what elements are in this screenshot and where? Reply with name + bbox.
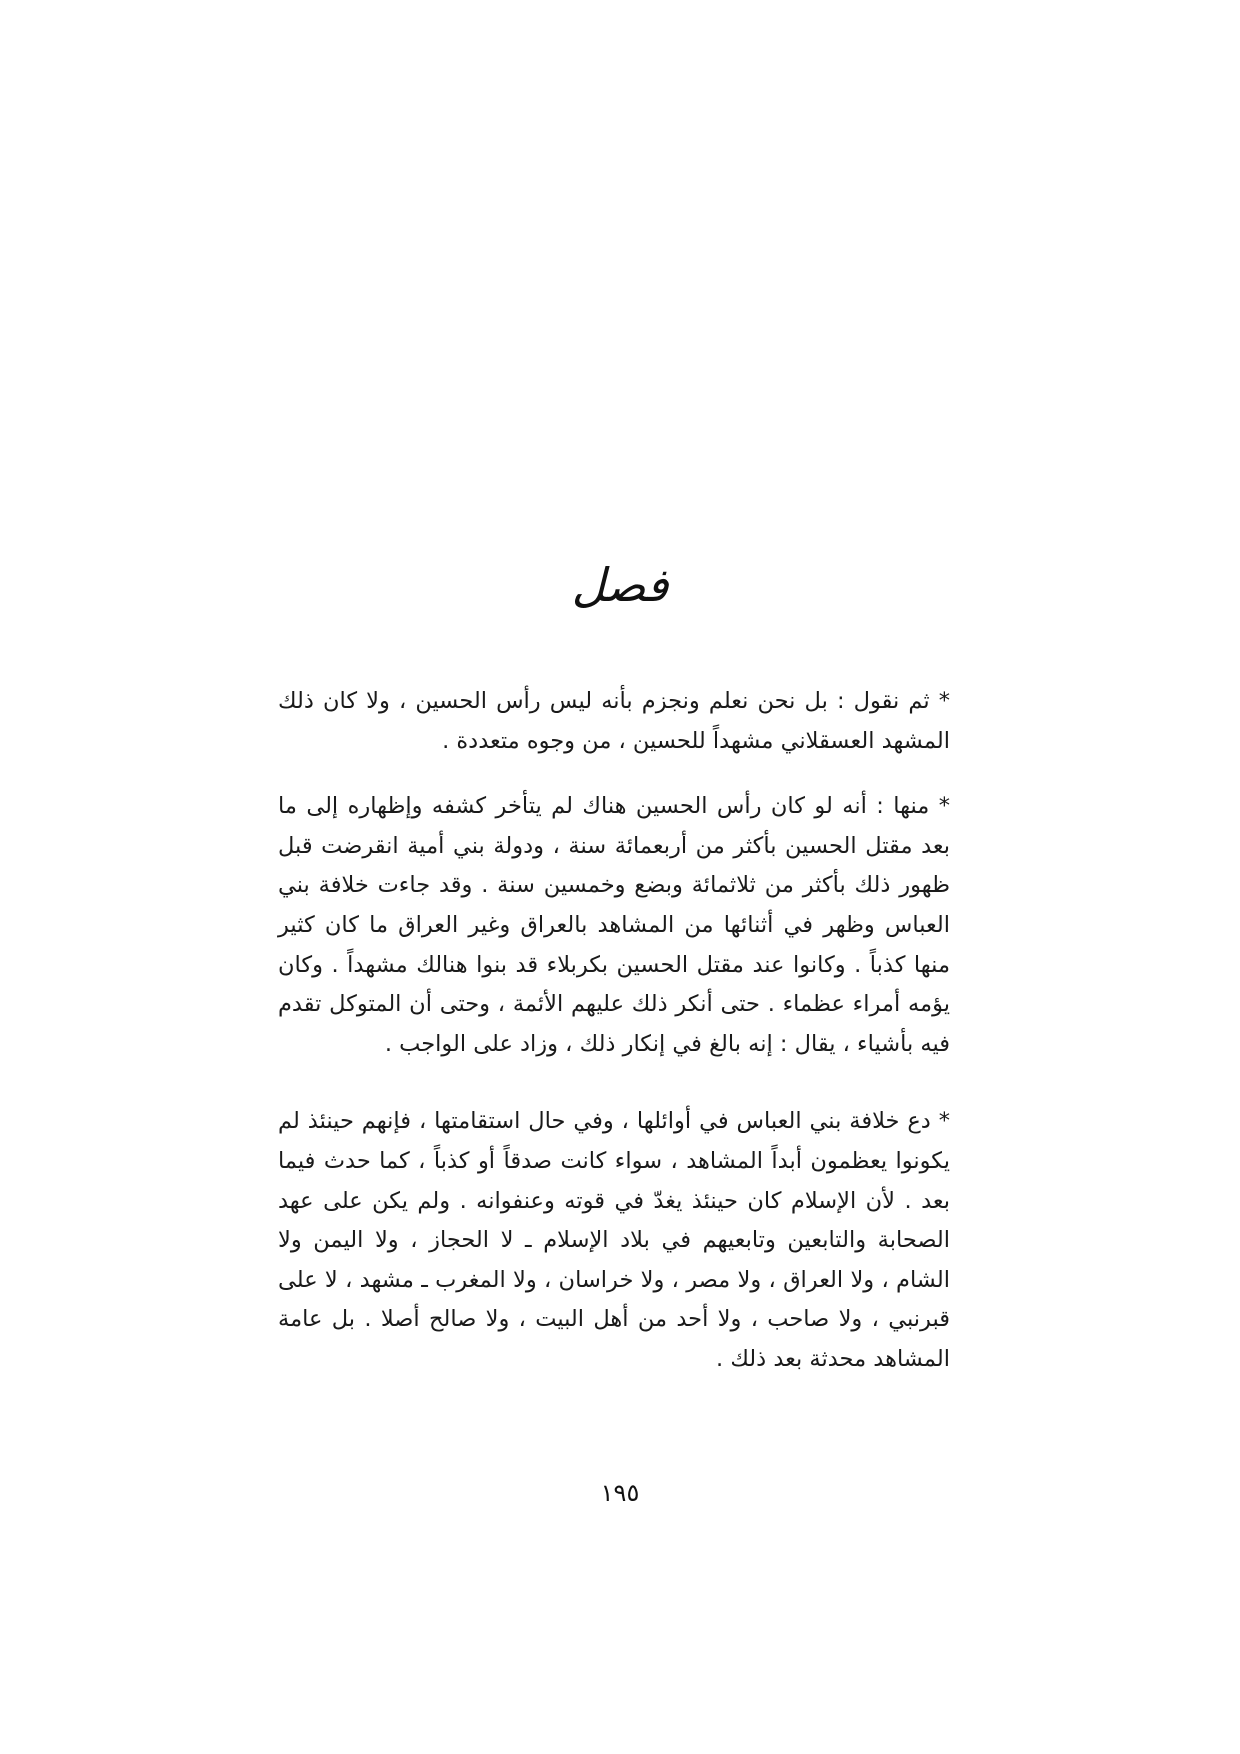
paragraph-2: * منها : أنه لو كان رأس الحسين هناك لم يتأخر كشفه وإظهاره إلى ما بعد مقتل الحسين بأكثر من أربعمائة سنة ، ودولة بني أمية انقرضت قبل ظهور ذلك بأكثر من ثلاثمائة وبضع وخمسين سنة . وقد جاءت خلافة بني العباس وظهر في أثنائها من المشاهد بالعراق وغير العراق ما كان كثير منها كذباً . وكانوا عند مقتل الحسين بكربلاء قد بنوا هنالك مشهداً . وكان يؤمه أمراء عظماء . حتى أنكر ذلك عليهم الأئمة ، وحتى أن المتوكل تقدم فيه بأشياء ، يقال : إنه بالغ في إنكار ذلك ، وزاد على الواجب .	[278, 793, 950, 1057]
chapter-heading: فصل	[571, 558, 669, 612]
page-number: ١٩٥	[600, 1479, 640, 1507]
body-text	[278, 682, 950, 1380]
paragraph-1: * ثم نقول : بل نحن نعلم ونجزم بأنه ليس رأس الحسين ، ولا كان ذلك المشهد العسقلاني مشهداً للحسين ، من وجوه متعددة .	[278, 688, 950, 754]
paragraph-3: * دع خلافة بني العباس في أوائلها ، وفي حال استقامتها ، فإنهم حينئذ لم يكونوا يعظمون أبداً المشاهد ، سواء كانت صدقاً أو كذباً ، كما حدث فيما بعد . لأن الإسلام كان حينئذ يغدّ في قوته وعنفوانه . ولم يكن على عهد الصحابة والتابعين وتابعيهم في بلاد الإسلام ـ لا الحجاز ، ولا اليمن ولا الشام ، ولا العراق ، ولا مصر ، ولا خراسان ، ولا المغرب ـ مشهد ، لا على قبرنبي ، ولا صاحب ، ولا أحد من أهل البيت ، ولا صالح أصلا . بل عامة المشاهد محدثة بعد ذلك .	[278, 1108, 950, 1372]
